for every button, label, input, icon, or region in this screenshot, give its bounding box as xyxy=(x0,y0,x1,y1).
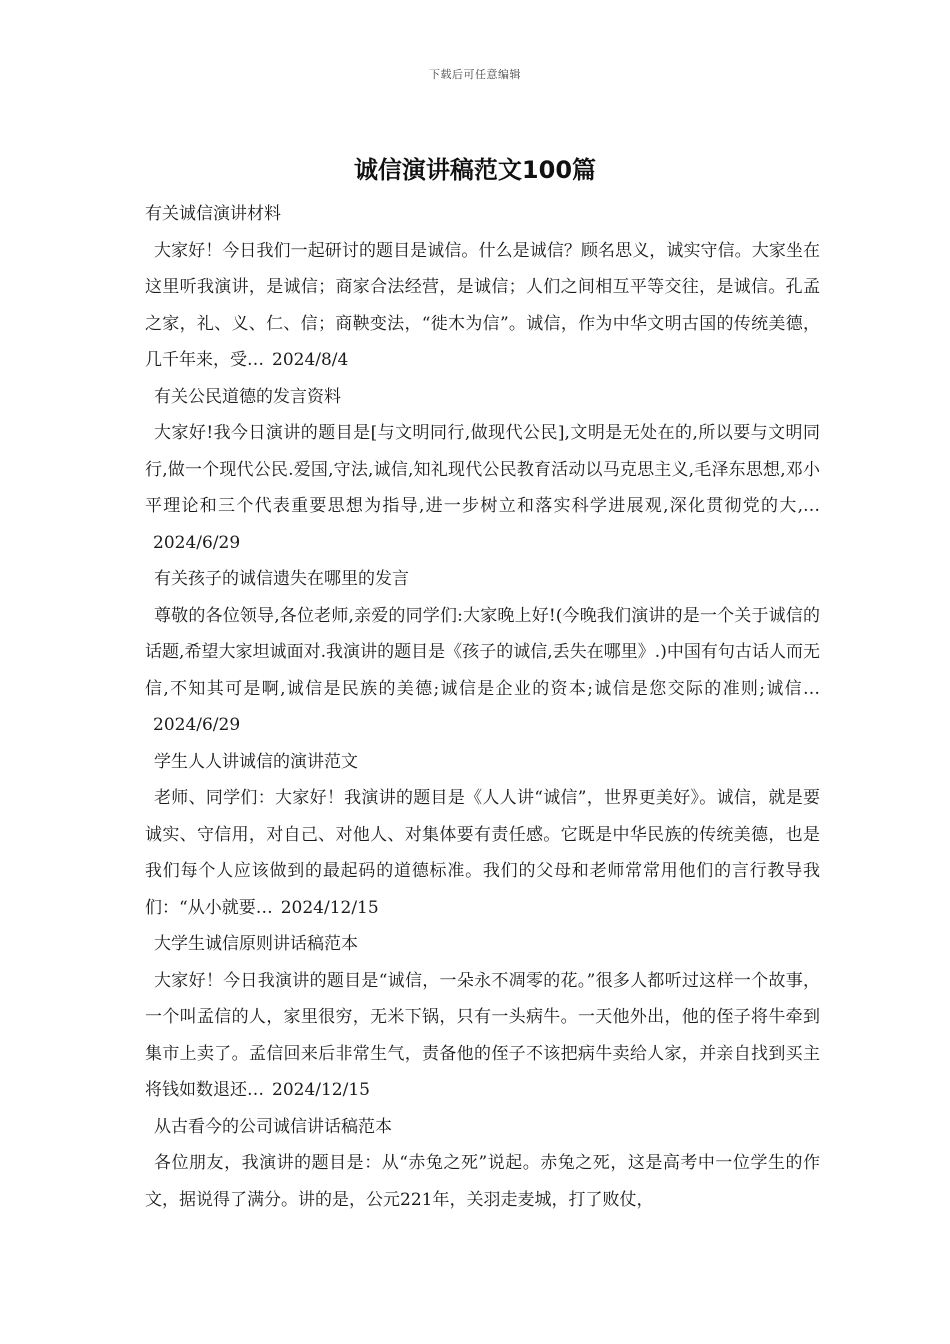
article-excerpt-text: 大家好！今日我们一起研讨的题目是诚信。什么是诚信？顾名思义，诚实守信。大家坐在这里听我演讲，是诚信；商家合法经营，是诚信；人们之间相互平等交往，是诚信。孔孟之家，礼、义、仁、信；商鞅变法，“徙木为信”。诚信，作为中华文明古国的传统美德，几千年来，受… xyxy=(145,240,820,370)
article-item xyxy=(145,379,820,562)
article-excerpt-text: 大家好！今日我演讲的题目是“诚信，一朵永不凋零的花。”很多人都听过这样一个故事，一个叫孟信的人，家里很穷，无米下锅，只有一头病牛。一天他外出，他的侄子将牛牵到集市上卖了。孟信回来后非常生气，责备他的侄子不该把病牛卖给人家，并亲自找到买主将钱如数退还… xyxy=(145,970,820,1100)
article-item xyxy=(145,561,820,744)
article-heading[interactable]: 有关诚信演讲材料 xyxy=(145,204,281,224)
article-excerpt xyxy=(145,233,820,379)
article-date: 2024/6/29 xyxy=(153,715,241,735)
article-date: 2024/12/15 xyxy=(280,897,379,918)
header-note: 下载后可任意编辑 xyxy=(429,68,521,81)
article-excerpt-text: 各位朋友，我演讲的题目是：从“赤兔之死”说起。赤兔之死，这是高考中一位学生的作文，据说得了满分。讲的是，公元221年，关羽走麦城，打了败仗， xyxy=(145,1153,820,1210)
article-item xyxy=(145,744,820,927)
article-date: 2024/12/15 xyxy=(272,1080,370,1100)
page-title: 诚信演讲稿范文100篇 xyxy=(353,156,597,184)
article-item xyxy=(145,926,820,1109)
article-date: 2024/8/4 xyxy=(272,350,349,370)
article-excerpt-text: 老师、同学们：大家好！我演讲的题目是《人人讲“诚信”，世界更美好》。诚信，就是要诚实、守信用，对自己、对他人、对集体要有责任感。它既是中华民族的传统美德，也是我们每个人应该做到的最起码的道德标准。我们的父母和老师常常用他们的言行教导我们：“从小就要… xyxy=(145,788,820,918)
article-excerpt-text: 尊敬的各位领导,各位老师,亲爱的同学们:大家晚上好!(今晚我们演讲的是一个关于诚信的话题,希望大家坦诚面对.我演讲的题目是《孩子的诚信,丢失在哪里》.)中国有句古话人而无信,不知其可是啊,诚信是民族的美德;诚信是企业的资本;诚信是您交际的准则;诚信… xyxy=(145,605,820,699)
article-excerpt xyxy=(145,415,820,561)
article-excerpt xyxy=(145,598,820,744)
article-excerpt xyxy=(145,1145,820,1218)
article-heading[interactable]: 有关孩子的诚信遗失在哪里的发言 xyxy=(154,569,409,589)
article-excerpt-text: 大家好!我今日演讲的题目是[与文明同行,做现代公民],文明是无处在的,所以要与文明同行,做一个现代公民.爱国,守法,诚信,知礼现代公民教育活动以马克思主义,毛泽东思想,邓小平理论和三个代表重要思想为指导,进一步树立和落实科学进展观,深化贯彻党的大,… xyxy=(145,423,820,516)
article-heading[interactable]: 大学生诚信原则讲话稿范本 xyxy=(154,934,358,954)
article-list xyxy=(145,196,820,1218)
article-heading[interactable]: 学生人人讲诚信的演讲范文 xyxy=(154,751,358,772)
article-item xyxy=(145,1109,820,1219)
article-date: 2024/6/29 xyxy=(153,532,241,553)
article-heading[interactable]: 从古看今的公司诚信讲话稿范本 xyxy=(154,1116,392,1137)
article-excerpt xyxy=(145,780,820,926)
article-heading[interactable]: 有关公民道德的发言资料 xyxy=(154,386,341,407)
article-item xyxy=(145,196,820,379)
article-excerpt xyxy=(145,963,820,1109)
